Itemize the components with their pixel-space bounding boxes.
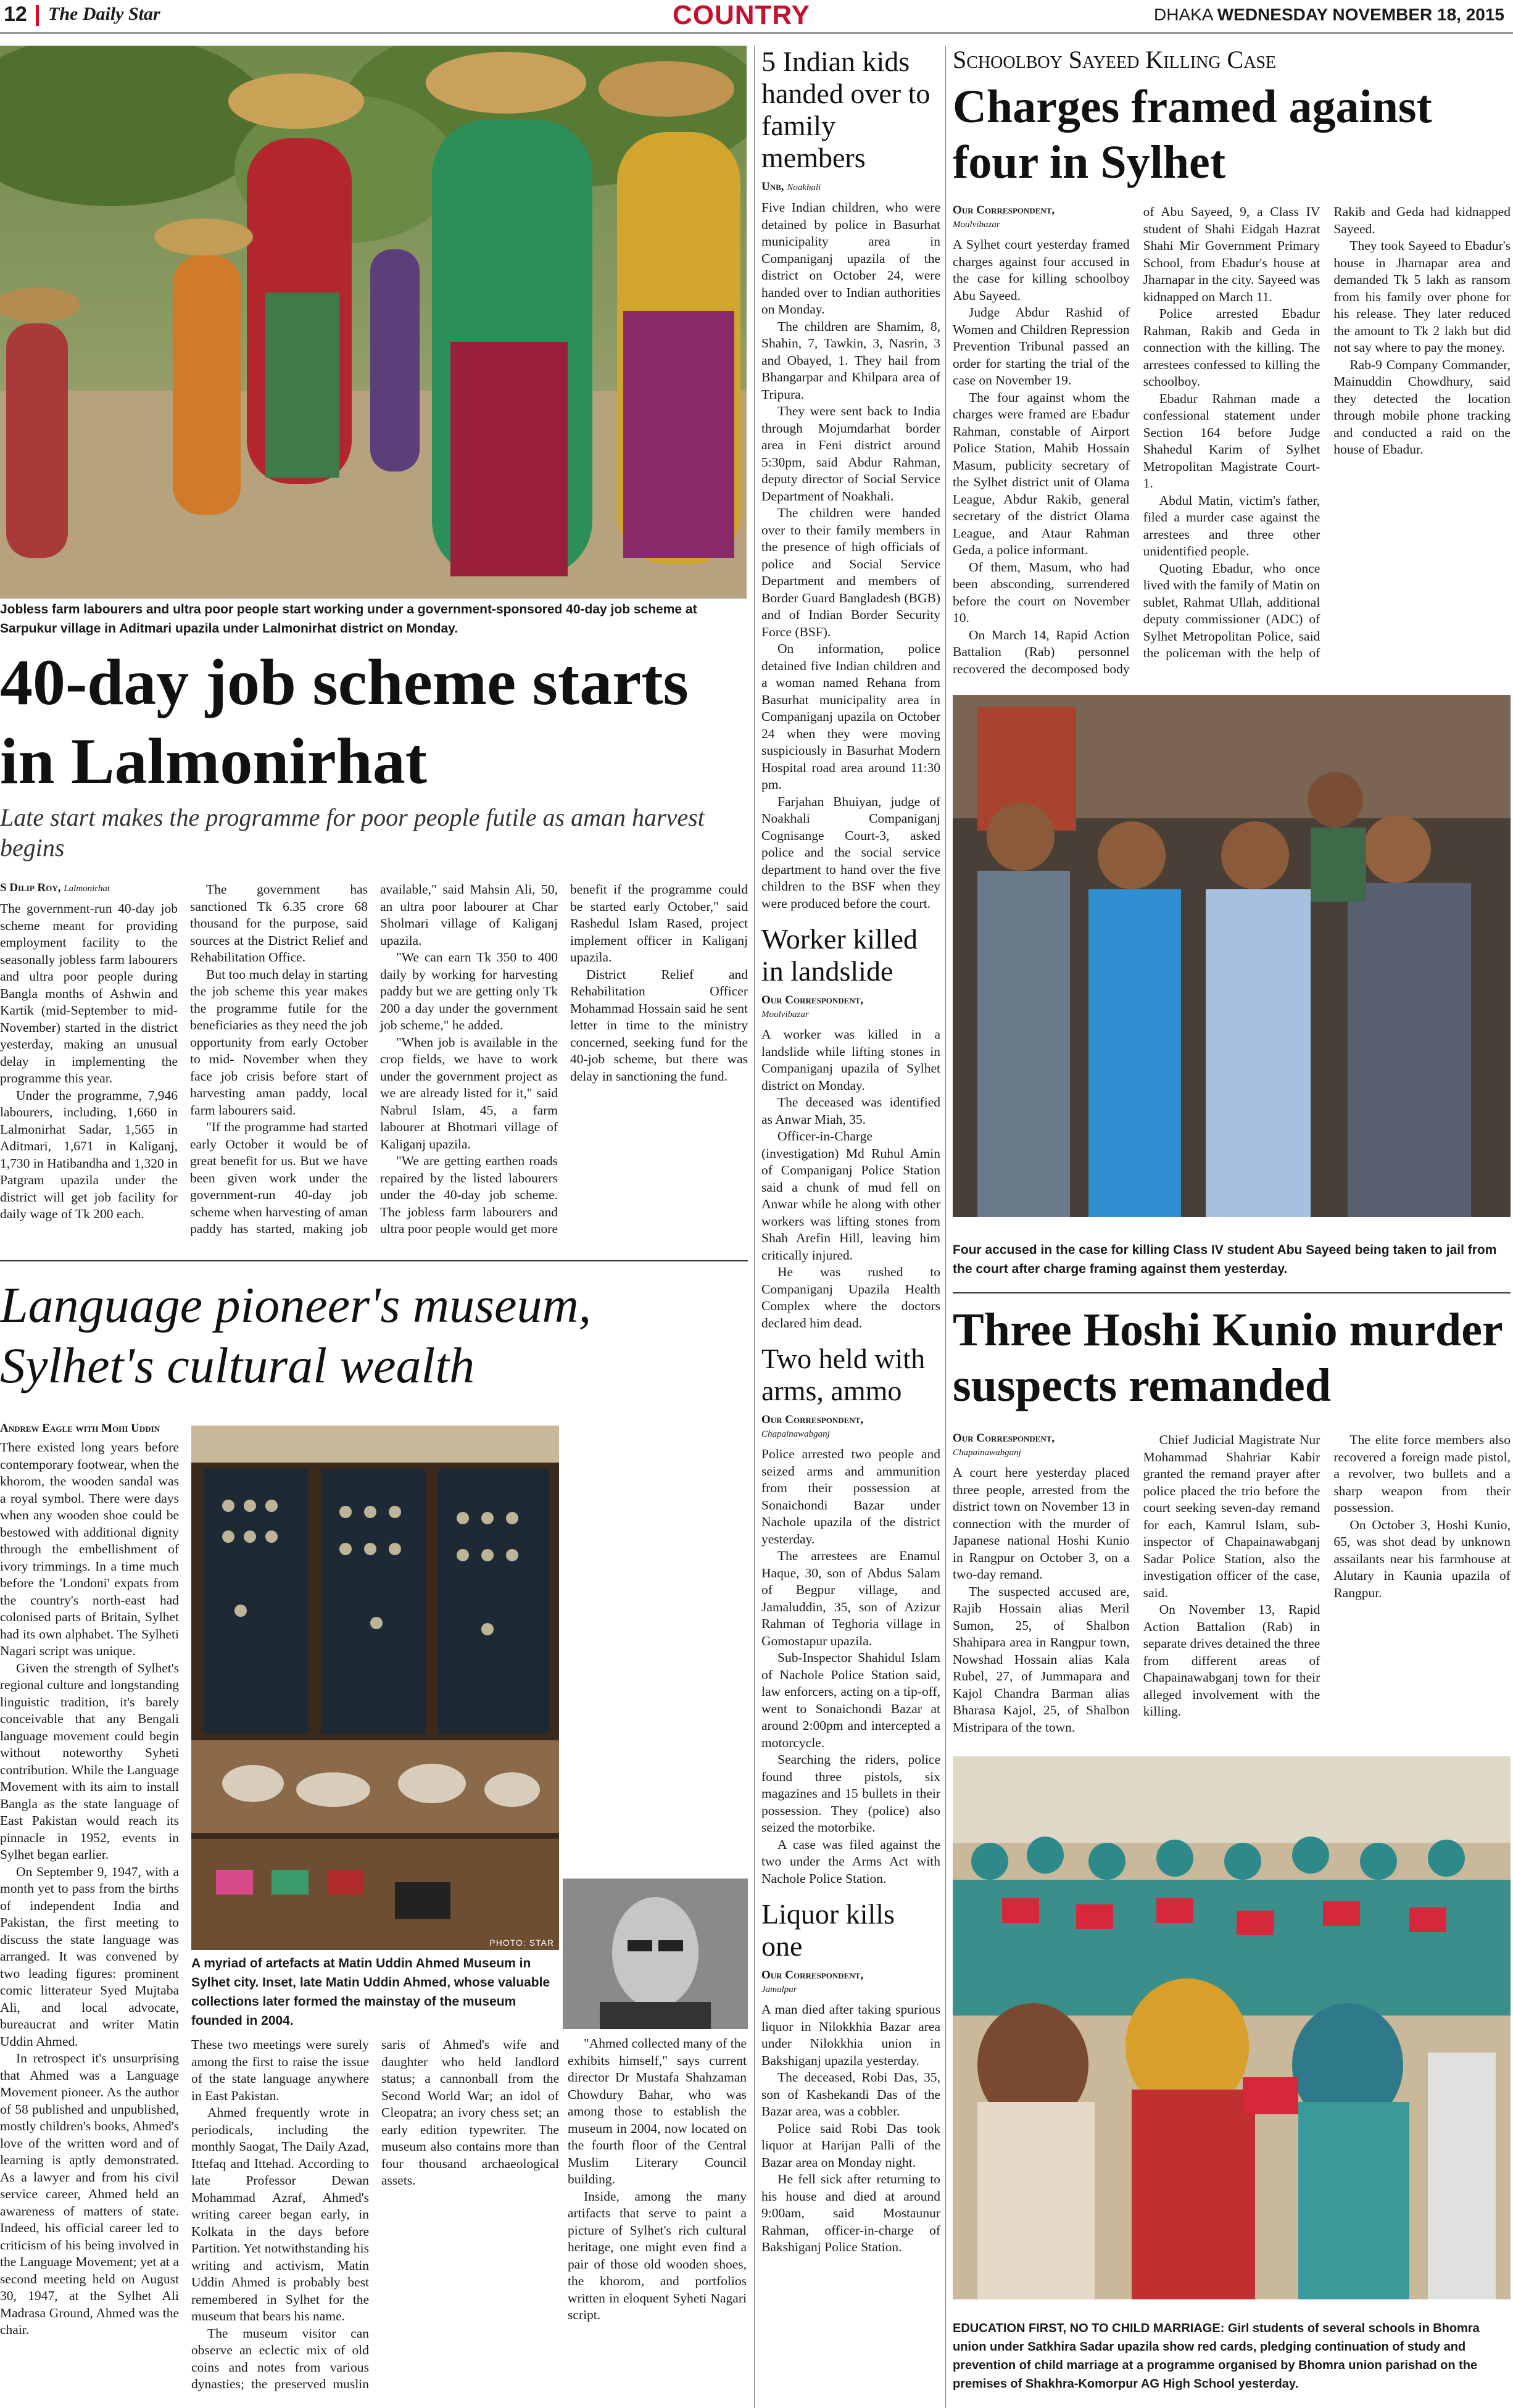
museum-paragraph: There existed long years before contemporary footwear, when the khorom, the wooden sandal was a royal symbol. There were days when any wooden shoe could be bestowed with additional dignity through the embellishment of ivory trimmings. In a time much before the 'Londoni' expats from the country's north-east had colonised parts of Britain, Sylhet had its own alphabet. The Sylheti Nagari script was unique.: [0, 1440, 179, 1658]
worker-killed-paragraph: He was rushed to Companiganj Upazila Health Complex where the doctors declared him dead.: [761, 1264, 940, 1331]
column-rule-right: [945, 46, 946, 2408]
sayeed-paragraph: Of them, Masum, who had been absconding, surrendered before the court on November 10.: [953, 559, 1130, 625]
job-scheme-paragraph: Under the programme, 7,946 labourers, including, 1,660 in Lalmonirhat Sadar, 1,565 in Aditmari, 1,671 in Kaliganj, 1,730 in Hatibandha and 1,320 in Patgram upazila under the district will get job facility for daily wage of Tk 200 each.: [0, 1087, 178, 1221]
worker-killed-author: Our Correspondent,: [761, 994, 864, 1007]
two-held-paragraph: Police arrested two people and seized arms and ammunition from their possession at Sonaichondi Bazar under Nachole upazila of the district yesterday.: [761, 1447, 940, 1547]
museum-artefacts-image: [191, 1426, 559, 1950]
portrait-image: [563, 1879, 748, 2029]
masthead-separator: [36, 5, 39, 26]
sayeed-paragraph: Abdul Matin, victim's father, filed a murder case against the arrestees and three other unidentified people.: [1143, 492, 1320, 558]
job-scheme-paragraph: But too much delay in starting the job scheme this year makes the programme futile for the beneficiaries as they need the job opportunity from early October to mid- November when they face job crisis before start of harvesting aman paddy, local farm labourers said.: [190, 966, 368, 1118]
job-scheme-paragraph: The government has sanctioned Tk 6.35 crore 68 thousand for the purpose, said sources at the District Relief and Rehabilitation Office.: [190, 882, 368, 965]
sayeed-paragraph: Police arrested Ebadur Rahman, Rakib and Geda in connection with the killing. The arrestees confessed to killing the schoolboy.: [1143, 306, 1320, 389]
hoshi-paragraph: The elite force members also recovered a foreign made pistol, a revolver, two bullets and a sharp weapon from their possession.: [1333, 1432, 1511, 1515]
indian-kids-byline: [761, 180, 940, 194]
museum-paragraph: On September 9, 1947, with a month yet to pass from the births of independent India and Pakistan, the first meeting to discuss the state language was arranged. It was convened by two leading figures: prominent comic litterateur Syed Mujtaba Ali, and local advocate, bureaucrat and writer Matin Uddin Ahmed.: [0, 1864, 179, 2049]
page-number: 12: [4, 2, 27, 26]
sayeed-photo: [953, 695, 1511, 1217]
worker-killed-headline: Worker killed in landslide: [761, 923, 918, 987]
two-held-paragraph: Sub-Inspector Shahidul Islam of Nachole Police Station said, law enforcers, acting on a tip-off, went to Sonaichondi Bazar at around 2:00pm and intercepted a motorcycle.: [761, 1650, 940, 1750]
two-held-dateline: Chapainawabganj: [761, 1429, 830, 1439]
worker-killed-paragraph: A worker was killed in a landslide while lifting stones in Companiganj upazila of Sylhet district on Monday.: [761, 1027, 940, 1093]
museum-headline: Language pioneer's museum, Sylhet's cultural wealth: [0, 1277, 592, 1393]
masthead-rule: [0, 32, 1513, 34]
labourers-image: [0, 46, 747, 599]
liquor-headline: Liquor kills one: [761, 1898, 895, 1962]
masthead: [0, 0, 1513, 32]
accused-image: [953, 695, 1511, 1217]
indian-kids-paragraph: The children are Shamim, 8, Shahin, 7, Tawkin, 3, Nasrin, 3 and Obayed, 1. They hail from Bhangarpar and Khilpara area of Tripura.: [761, 318, 940, 402]
sayeed-article: [953, 204, 1511, 691]
hoshi-byline: [953, 1432, 1130, 1459]
museum-caption: A myriad of artefacts at Matin Uddin Ahmed Museum in Sylhet city. Inset, late Matin Uddin Ahmed, whose valuable collections later formed the mainstay of the museum founded in 2004.: [191, 1956, 550, 2028]
job-scheme-byline: [0, 881, 178, 895]
liquor-dateline: Jamalpur: [761, 1985, 797, 1995]
hoshi-article: [953, 1432, 1511, 1745]
liquor-byline: [761, 1969, 940, 1996]
museum-paragraph: These two meetings were surely among the first to raise the issue of the state language anywhere in East Pakistan.: [191, 2037, 369, 2103]
hoshi-paragraph: On October 3, Hoshi Kunio, 65, was shot dead by unknown assailants near his farmhouse at Alutary in Kaunia upazila of Rangpur.: [1333, 1517, 1511, 1600]
job-scheme-dateline: Lalmonirhat: [64, 884, 110, 894]
students-image: [953, 1756, 1511, 2299]
worker-killed-byline: [761, 994, 940, 1021]
museum-inset-photo: [563, 1879, 748, 2029]
museum-columns-2-3: [191, 2036, 559, 2408]
hoshi-paragraph: The suspected accused are, Rajib Hossain alias Meril Sumon, 25, of Shalbon Shahipara area in Rangpur town, Nowshad Hossain alias Kala Rubel, 27, of Jummapara and Kajol Chandra Barman alias Bharasa Kajol, 25, of Shalbon Mistripara of the town.: [953, 1584, 1130, 1735]
job-scheme-paragraph: The government-run 40-day job scheme meant for providing employment facility to the seasonally jobless farm labourers and ultra poor people during Bangla months of Ashwin and Kartik (mid-September to mid-November) started in the district yesterday, making an unusual delay in implementing the programme this year.: [0, 901, 178, 1086]
museum-paragraph: Inside, among the many artifacts that serve to paint a picture of Sylhet's rich cultural heritage, one might even find a pair of those old wooden shoes, the khorom, and portfolios written in eloquent Syheti Nagari script.: [568, 2188, 747, 2322]
sayeed-byline: [953, 204, 1130, 231]
museum-paragraph: The museum visitor can observe an eclectic mix of old coins and notes from various dynasties; the preserved muslin saris of Ahmed's wife and daughter who held landlord status; a cannonball from the Second World War; an idol of Cleopatra; an ivory chess set; an early edition typewriter. The museum also contains more than four thousand archaeological assets.: [191, 2037, 559, 2391]
museum-photo: [191, 1426, 559, 1950]
job-scheme-paragraph: "When job is available in the crop fields, we have to work under the government project as we are already listed for it," said Nabrul Islam, 45, a farm labourer at Bhotmari village of Kaliganj upazila.: [380, 1034, 558, 1152]
sayeed-paragraph: The four against whom the charges were framed are Ebadur Rahman, constable of Airport Police Station, Mahib Hossain Masum, publicity secretary of the Sylhet district unit of Olama League, Abdur Rakib, general secretary of the district Olama League, and Ataur Rahman Geda, a police informant.: [953, 389, 1130, 557]
sayeed-paragraph: Judge Abdur Rashid of Women and Children Repression Prevention Tribunal passed an order for starting the trial of the case on November 19.: [953, 305, 1130, 388]
hoshi-paragraph: A court here yesterday placed three people, arrested from the district town on November 13 in connection with the murder of Japanese national Hoshi Kunio in Rangpur on October 3, on a two-day remand.: [953, 1465, 1130, 1582]
job-scheme-article: [0, 881, 748, 1250]
worker-killed-dateline: Moulvibazar: [761, 1010, 809, 1019]
hoshi-paragraph: Chief Judicial Magistrate Nur Mohammad Shahriar Kabir granted the remand prayer after police placed the trio before the court seeking seven-day remand for each, Kamrul Islam, sub-inspector of Chapainawabganj Sadar Police Station, also the investigation officer of the case, said.: [1143, 1432, 1320, 1600]
indian-kids-paragraph: Five Indian children, who were detained by police in Basurhat municipality area in Companiganj upazila of the district on October 24, were handed over to Indian authorities on Monday.: [761, 200, 940, 317]
sayeed-paragraph: A Sylhet court yesterday framed charges against four accused in the case for killing schoolboy Abu Sayeed.: [953, 237, 1130, 303]
job-scheme-author: S Dilip Roy,: [0, 881, 61, 894]
hoshi-headline: Three Hoshi Kunio murder suspects remanded: [953, 1304, 1503, 1411]
sayeed-kicker: Schoolboy Sayeed Killing Case: [953, 46, 1277, 73]
museum-paragraph: In retrospect it's unsurprising that Ahmed was a Language Movement pioneer. As the author of 58 published and unpublished, mostly children's books, Ahmed's love of the written word and of learning is aptly demonstrated. As a lawyer and from his civil service career, Ahmed held an awareness of matters of state. Indeed, his official career led to criticism of his being involved in the Language Movement; yet at a second meeting held on August 30, 1947, at the Sylhet Ali Madrasa Ground, Ahmed was the chair.: [0, 2051, 179, 2337]
museum-paragraph: "Ahmed collected many of the exhibits himself," says current director Dr Mustafa Shahzaman Chowdury Bahar, who was among those to establish the museum in 2004, now located on the fourth floor of the Central Muslim Literary Council building.: [568, 2036, 747, 2186]
two-held-paragraph: A case was filed against the two under the Arms Act with Nachole Police Station.: [761, 1837, 940, 1886]
job-scheme-paragraph: "If the programme had started early October it would be of great benefit for us. But we have been given work under the government-run 40-day job scheme when harvesting of aman paddy has started, making job available," said Mahsin Ali, 50, an ultra poor labourer at Char Sholmari village of Kaliganj upazila.: [190, 882, 558, 1236]
section-divider: [0, 1260, 748, 1261]
liquor-paragraph: The deceased, Robi Das, 35, son of Kashekandi Das of the Bazar area, was a cobbler.: [761, 2070, 940, 2119]
two-held-headline: Two held with arms, ammo: [761, 1343, 926, 1406]
short-stories-column: [761, 46, 940, 2408]
indian-kids-paragraph: On information, police detained five Indian children and a woman named Rehana from Basurhat municipality area in Companiganj upazila on October 24 when they were moving suspiciously in Basurhat Modern Hospital road area around 11:30 pm.: [761, 641, 940, 792]
hoshi-paragraph: On November 13, Rapid Action Battalion (Rab) in separate drives detained the three from different areas of Chapainawabganj town for their alleged involvement with the killing.: [1143, 1602, 1320, 1719]
column-rule-left: [754, 46, 755, 2408]
indian-kids-paragraph: The children were handed over to their family members in the presence of high officials of police and Social Service Department and members of Border Guard Bangladesh (BGB) and of Indian Border Security Force (BSF).: [761, 505, 940, 639]
indian-kids-headline: 5 Indian kids handed over to family members: [761, 46, 931, 173]
job-scheme-paragraph: "We can earn Tk 350 to 400 daily by working for harvesting paddy but we are getting only Tk 200 a day under the government job scheme," he added.: [380, 950, 558, 1032]
indian-kids-paragraph: Farjahan Bhuiyan, judge of Noakhali Companiganj Cognisange Court-3, asked police and the social service department to hand over the five children to the BSF when they were produced before the court.: [761, 794, 940, 911]
two-held-byline: [761, 1413, 940, 1441]
sayeed-paragraph: On March 14, Rapid Action Battalion (Rab) personnel recovered the decomposed body of Abu Sayeed, 9, a Class IV student of Shahi Eidgah Hazrat Shahi Mir Government Primary School, from Ebadur's house at Jharnapar in the city. Sayeed was kidnapped on March 11.: [953, 204, 1320, 676]
sayeed-author: Our Correspondent,: [953, 204, 1055, 217]
indian-kids-dateline: Noakhali: [787, 183, 821, 193]
museum-column-4: [568, 2035, 747, 2408]
masthead-dateline: [1154, 5, 1504, 25]
worker-killed-paragraph: Officer-in-Charge (investigation) Md Ruhul Amin of Companiganj Police Station said a chunk of mud fell on Anwar while he along with other workers was lifting stones from Shah Arefin Hill, leaving him critically injured.: [761, 1129, 940, 1263]
paper-name: The Daily Star: [48, 4, 160, 24]
liquor-paragraph: He fell sick after returning to his house and died at around 9:00am, said Mostaunur Rahman, officer-in-charge of Bakshiganj Police Station.: [761, 2172, 940, 2254]
masthead-date: WEDNESDAY NOVEMBER 18, 2015: [1217, 5, 1504, 24]
job-scheme-paragraph: District Relief and Rehabilitation Officer Mohammad Hossain said he sent letter in time to the ministry concerned, seeking fund for the 40-job scheme, but there was delay in sanctioning the fund.: [570, 966, 748, 1084]
job-scheme-headline: 40-day job scheme starts in Lalmonirhat: [0, 646, 689, 797]
job-scheme-paragraph: "We are getting earthen roads repaired by the listed labourers under the 40-day job scheme. The jobless farm labourers and ultra poor people would get more benefit if the programme could be started early October," said Rashedul Islam Rased, project implement officer in Kaliganj upazila.: [380, 882, 748, 1236]
museum-paragraph: Ahmed frequently wrote in periodicals, including the monthly Saogat, The Daily Azad, Ittefaq and Ittehad. According to late Professor Dewan Mohammad Azraf, Ahmed's writing career began early, in Kolkata in the days before Partition. Yet notwithstanding his writing and activism, Matin Uddin Ahmed is probably best remembered in Sylhet for the museum that bears his name.: [191, 2105, 369, 2323]
child-marriage-photo: [953, 1756, 1511, 2299]
masthead-city: DHAKA: [1154, 5, 1212, 24]
two-held-author: Our Correspondent,: [761, 1413, 864, 1426]
museum-column-1: [0, 1422, 179, 2408]
two-held-paragraph: The arrestees are Enamul Haque, 30, son of Abdus Salam of Begpur village, and Jamaluddin, 35, son of Azizur Rahman of Teghoria village in Gomostapur upazila.: [761, 1548, 940, 1648]
museum-byline: Andrew Eagle with Mohi Uddin: [0, 1422, 160, 1435]
job-scheme-subhead: Late start makes the programme for poor people futile as aman harvest begins: [0, 803, 705, 861]
section-title: COUNTRY: [673, 0, 810, 30]
sayeed-headline: Charges framed against four in Sylhet: [953, 81, 1432, 188]
sayeed-paragraph: They took Sayeed to Ebadur's house in Jharnapar area and demanded Tk 5 lakh as ransom from his family over phone for his release. They later reduced the amount to Tk 2 lakh but did not say where to pay the money.: [1333, 238, 1511, 355]
worker-killed-paragraph: The deceased was identified as Anwar Miah, 35.: [761, 1095, 940, 1127]
sayeed-paragraph: Quoting Ebadur, who once lived with the family of Matin on sublet, Rahmat Ullah, additional deputy commissioner (ADC) of Sylhet Metropolitan Police, said the policeman with the help of Rakib and Geda had kidnapped Sayeed.: [1143, 204, 1511, 660]
liquor-author: Our Correspondent,: [761, 1969, 864, 1982]
section-divider: [953, 1292, 1511, 1293]
sayeed-dateline: Moulvibazar: [953, 220, 1000, 230]
sayeed-paragraph: Rab-9 Company Commander, Mainuddin Chowdhury, said they detected the location through mobile phone tracking and conducted a raid on the house of Ebadur.: [1333, 357, 1511, 457]
hoshi-author: Our Correspondent,: [953, 1432, 1055, 1445]
museum-paragraph: Given the strength of Sylhet's regional culture and longstanding linguistic tradition, it's barely conceivable that any Bengali language movement could begin without noteworthy Syheti contribution. While the Language Movement with its aim to install Bangla as the state language of East Pakistan would reach its pinnacle in 1952, events in Sylhet began earlier.: [0, 1660, 179, 1862]
hoshi-dateline: Chapainawabganj: [953, 1448, 1021, 1458]
indian-kids-paragraph: They were sent back to India through Mojumdarhat border area in Feni district around 5:30pm, said Abdur Rahman, deputy director of Social Service Department of Noakhali.: [761, 404, 940, 504]
indian-kids-author: Unb,: [761, 180, 784, 193]
liquor-paragraph: Police said Robi Das took liquor at Harijan Palli of the Bazar area on Monday night.: [761, 2120, 940, 2170]
museum-photo-credit: PHOTO: STAR: [489, 1938, 554, 1948]
job-scheme-caption: Jobless farm labourers and ultra poor people start working under a government-sponsored 40-day job scheme at Sarpukur village in Aditmari upazila under Lalmonirhat district on Monday.: [0, 602, 697, 636]
child-marriage-caption: EDUCATION FIRST, NO TO CHILD MARRIAGE: Girl students of several schools in Bhomra union under Satkhira Sadar upazila show red cards, pledging continuation of study and prevention of child marriage at a programme organised by Bhomra union parishad on the premises of Shakhra-Komorpur AG High School yesterday.: [953, 2322, 1480, 2391]
sayeed-caption: Four accused in the case for killing Class IV student Abu Sayeed being taken to jail from the court after charge framing against them yesterday.: [953, 1243, 1497, 1276]
sayeed-paragraph: Ebadur Rahman made a confessional statement under Section 164 before Judge Shahedul Karim of Sylhet Metropolitan Magistrate Court-1.: [1143, 391, 1320, 491]
job-scheme-photo: [0, 46, 747, 599]
liquor-paragraph: A man died after taking spurious liquor in Nilokkhia Bazar area under Nilokkhia union in Bakshiganj upazila yesterday.: [761, 2002, 940, 2068]
two-held-paragraph: Searching the riders, police found three pistols, six magazines and 15 bullets in their possession. They (police) also seized the motorbike.: [761, 1752, 940, 1835]
